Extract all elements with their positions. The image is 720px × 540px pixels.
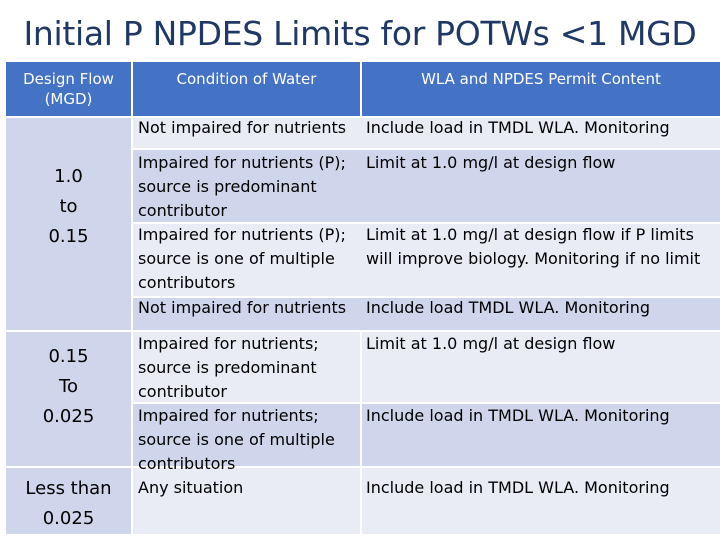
cell-text-line: Any situation: [138, 478, 244, 497]
wla-cell: [366, 296, 650, 320]
cell-text-line: source is predominant: [138, 177, 317, 196]
wla-cell: [366, 332, 615, 356]
condition-cell: [138, 151, 346, 223]
cell-text-line: Include load in TMDL WLA. Monitoring: [366, 406, 670, 425]
header-condition: Condition of Water: [133, 62, 360, 116]
condition-cell: [138, 404, 335, 476]
condition-cell: [138, 116, 346, 140]
wla-cell: [366, 223, 700, 271]
cell-text-line: Limit at 1.0 mg/l at design flow if P limits: [366, 225, 694, 244]
cell-text-line: Limit at 1.0 mg/l at design flow: [366, 334, 616, 353]
cell-text-line: Impaired for nutrients (P);: [138, 225, 346, 244]
header-wla: WLA and NPDES Permit Content: [362, 62, 720, 116]
header-design-flow: [6, 62, 131, 116]
cell-text-line: Not impaired for nutrients: [138, 298, 347, 317]
condition-cell: [138, 223, 346, 295]
cell-text-line: contributor: [138, 201, 227, 220]
cell-text-line: source is one of multiple: [138, 249, 335, 268]
column-divider: [360, 332, 362, 534]
flow-cell-group-1: 1.0 to 0.15: [6, 118, 131, 330]
condition-cell: [138, 296, 346, 320]
condition-cell: [138, 332, 319, 404]
cell-text-line: Impaired for nutrients (P);: [138, 153, 346, 172]
cell-text-line: Limit at 1.0 mg/l at design flow: [366, 153, 616, 172]
wla-cell: [366, 404, 670, 428]
cell-text-line: contributor: [138, 382, 227, 401]
cell-text-line: Impaired for nutrients;: [138, 334, 319, 353]
flow-cell-group-3: Less than 0.025: [6, 468, 131, 534]
wla-cell: [366, 116, 670, 140]
condition-cell: [138, 476, 243, 500]
cell-text-line: source is predominant: [138, 358, 317, 377]
page-title: Initial P NPDES Limits for POTWs <1 MGD: [23, 14, 697, 53]
header-design-flow-line2: (MGD): [44, 90, 93, 108]
cell-text-line: Impaired for nutrients;: [138, 406, 319, 425]
wla-cell: [366, 476, 670, 500]
cell-text-line: contributors: [138, 273, 236, 292]
cell-text-line: contributors: [138, 454, 236, 473]
wla-cell: [366, 151, 615, 175]
cell-text-line: Include load in TMDL WLA. Monitoring: [366, 478, 670, 497]
cell-text-line: will improve biology. Monitoring if no limit: [366, 249, 701, 268]
cell-text-line: Include load TMDL WLA. Monitoring: [366, 298, 651, 317]
cell-text-line: source is one of multiple: [138, 430, 335, 449]
flow-cell-group-2: 0.15 To 0.025: [6, 332, 131, 466]
header-design-flow-line1: Design Flow: [23, 70, 114, 88]
cell-text-line: Not impaired for nutrients: [138, 118, 347, 137]
cell-text-line: Include load in TMDL WLA. Monitoring: [366, 118, 670, 137]
